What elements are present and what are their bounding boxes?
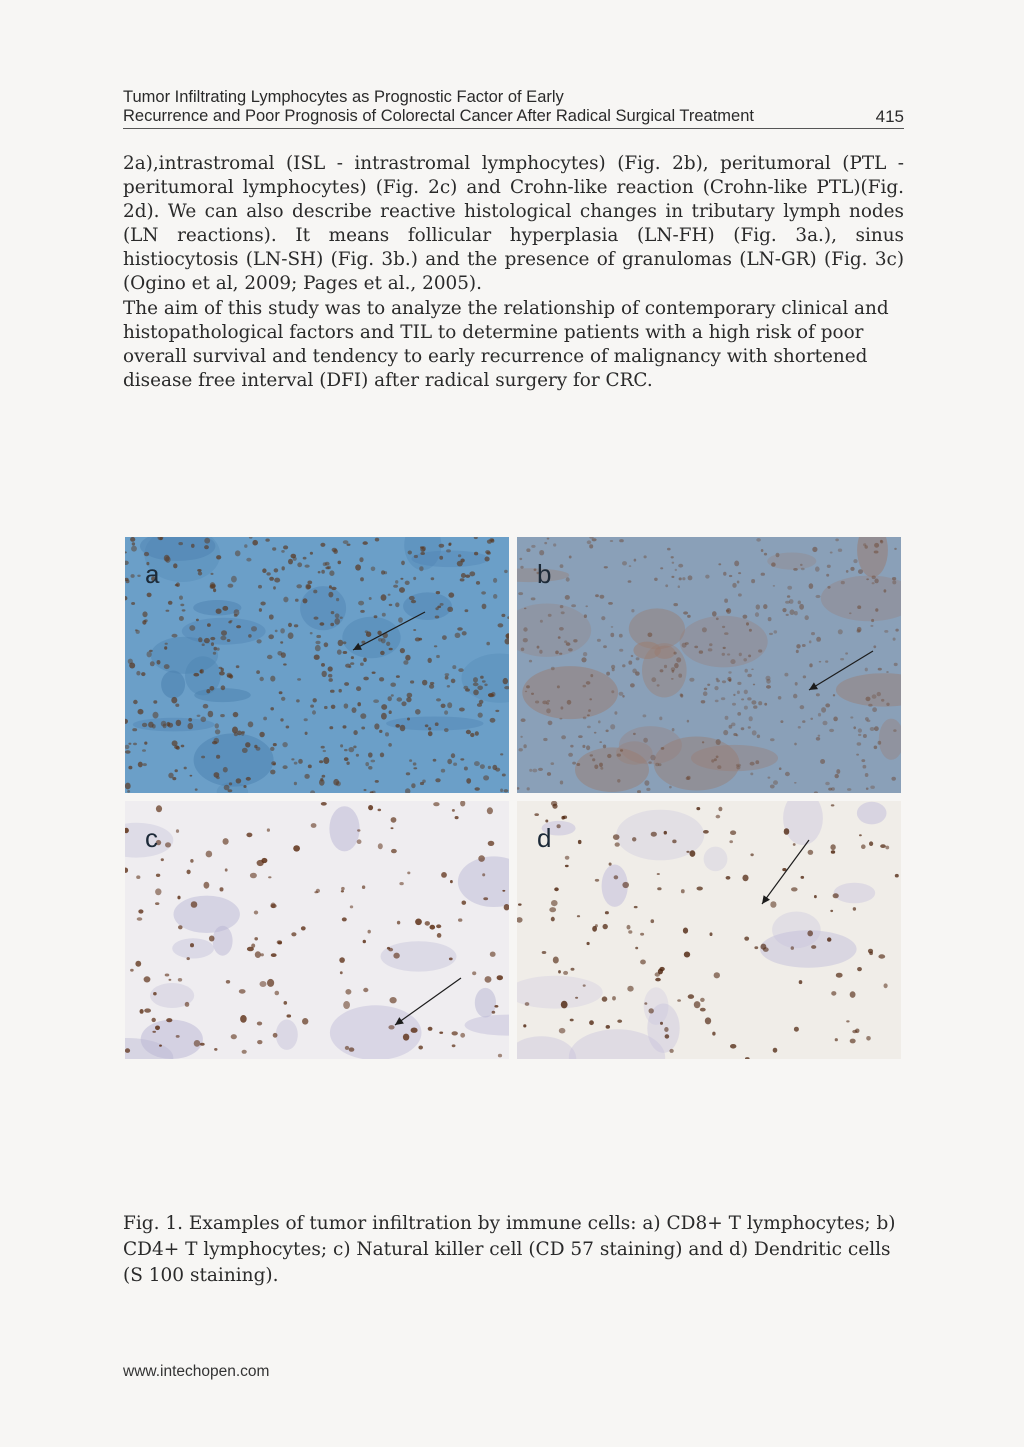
panel-label-c: c: [145, 823, 158, 853]
figure-panel-c: [125, 801, 509, 1059]
page-number: 415: [875, 107, 904, 126]
figure-caption: Fig. 1. Examples of tumor infiltration by immune cells: a) CD8+ T lymphocytes; b) CD4+ T lymphocytes; c) Natural killer cell (CD 57 staining) and d) Dendritic cells (S 100 staining).: [123, 1213, 896, 1286]
figure-panel-b: [517, 537, 901, 793]
panel-label-a: a: [145, 559, 160, 589]
footer-url: www.intechopen.com: [123, 1363, 270, 1380]
body-text: [123, 152, 904, 393]
figure-panel-a: [125, 537, 509, 793]
micrograph-b: [517, 537, 901, 793]
figure-panel-d: [517, 801, 901, 1059]
paragraph-1: 2a),intrastromal (ISL - intrastromal lymphocytes) (Fig. 2b), peritumoral (PTL - peritumoral lymphocytes) (Fig. 2c) and Crohn-like reaction (Crohn-like PTL)(Fig. 2d). We can also describe reactive histological changes in tributary lymph nodes (LN reactions). It means follicular hyperplasia (LN-FH) (Fig. 3a.), sinus histiocytosis (LN-SH) (Fig. 3b.) and the presence of granulomas (LN-GR) (Fig. 3c) (Ogino et al, 2009; Pages et al., 2005).: [123, 153, 904, 295]
header-rule: [123, 128, 904, 129]
header-title-line1: Tumor Infiltrating Lymphocytes as Prognostic Factor of Early: [123, 88, 564, 106]
micrograph-d: [517, 801, 901, 1059]
micrograph-c: [125, 801, 509, 1059]
panel-label-d: d: [537, 823, 552, 853]
paragraph-2: The aim of this study was to analyze the relationship of contemporary clinical and histopathological factors and TIL to determine patients with a high risk of poor overall survival and tendency to early recurrence of malignancy with shortened disease free interval (DFI) after radical surgery for CRC.: [123, 297, 889, 391]
running-header: [123, 88, 904, 126]
micrograph-a: [125, 537, 509, 793]
panel-label-b: b: [537, 559, 552, 589]
header-title-line2: Recurrence and Poor Prognosis of Colorectal Cancer After Radical Surgical Treatment: [123, 107, 754, 125]
